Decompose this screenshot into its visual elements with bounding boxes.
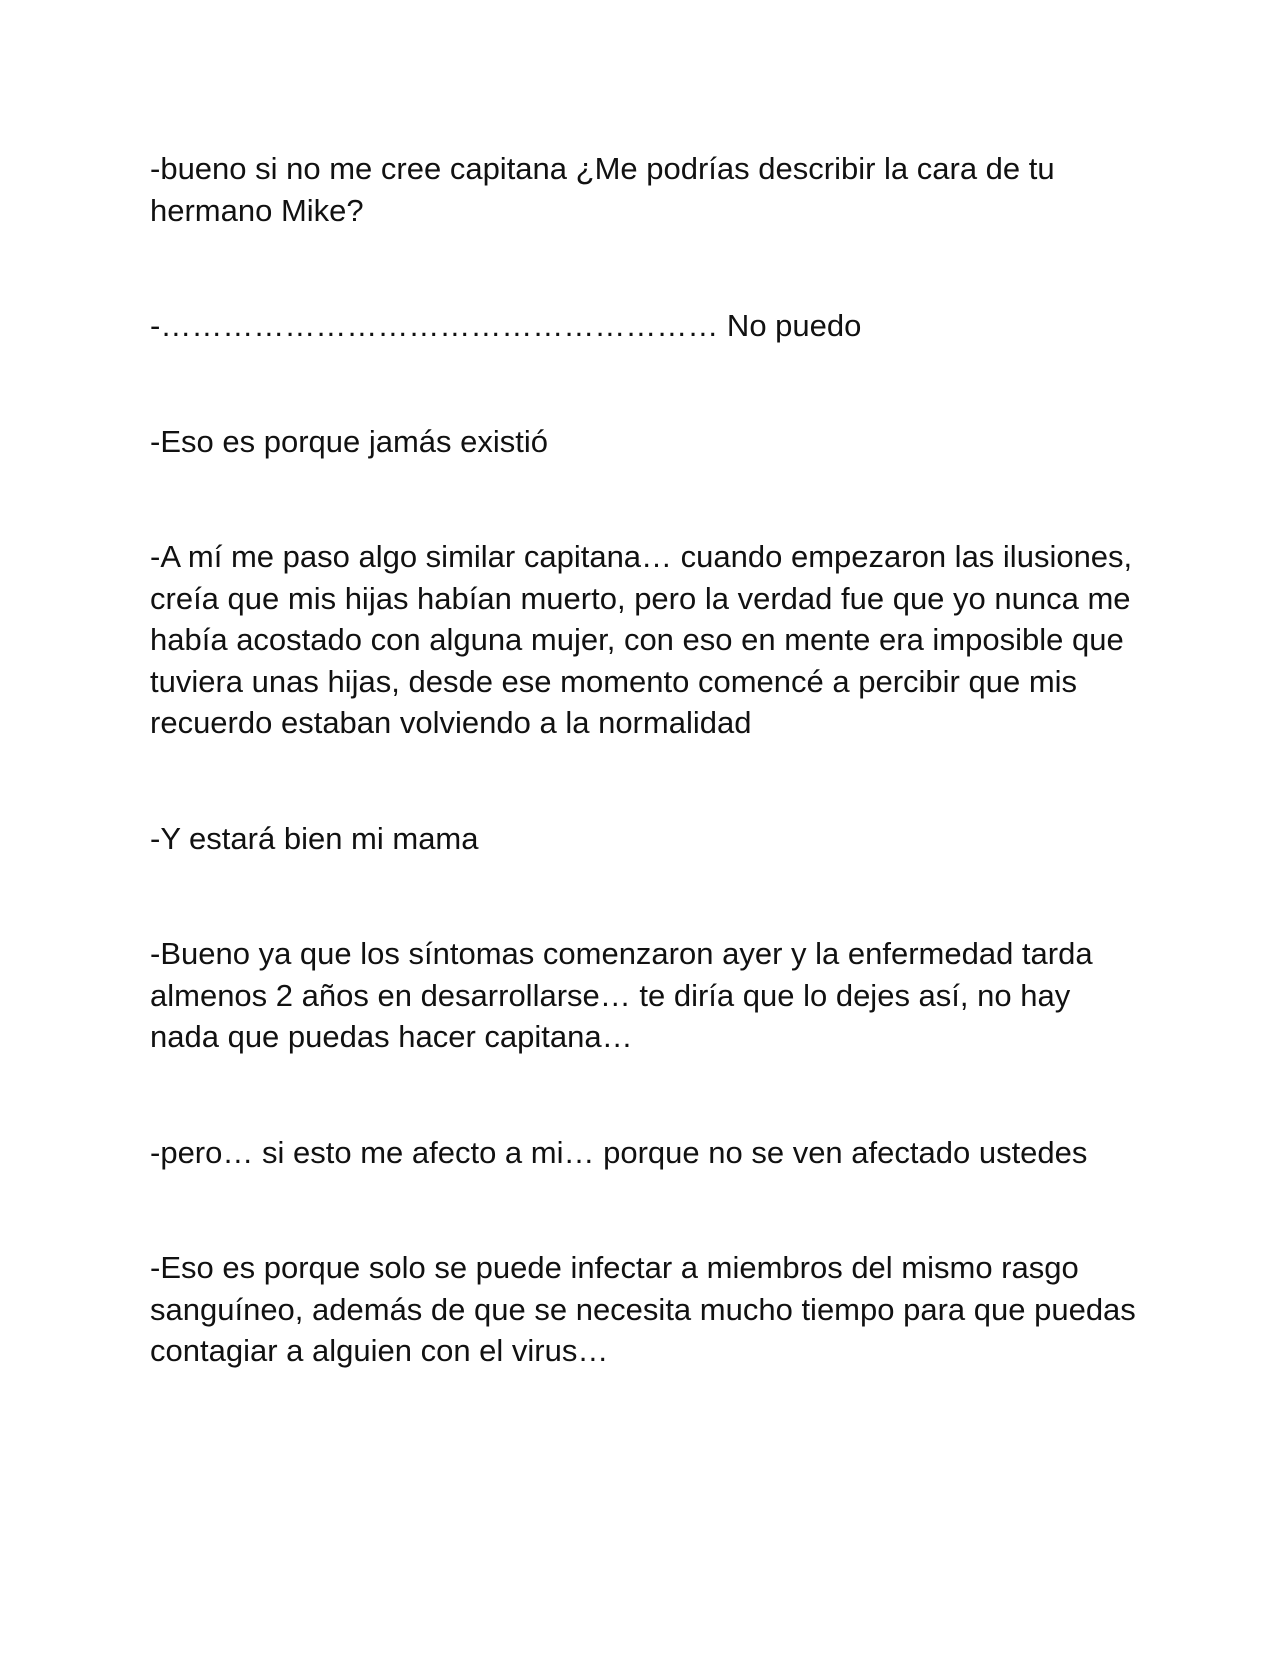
dialogue-paragraph: -bueno si no me cree capitana ¿Me podrías describir la cara de tu hermano Mike?	[150, 151, 1055, 228]
dialogue-paragraph: -Bueno ya que los síntomas comenzaron ayer y la enfermedad tarda almenos 2 años en desarrollarse… te diría que lo dejes así, no hay nada que puedas hacer capitana…	[150, 936, 1093, 1054]
dialogue-paragraph: -Eso es porque solo se puede infectar a miembros del mismo rasgo sanguíneo, además de que se necesita mucho tiempo para que puedas contagiar a alguien con el virus…	[150, 1250, 1136, 1368]
dialogue-paragraph: -Eso es porque jamás existió	[150, 423, 549, 459]
dialogue-paragraph: -Y estará bien mi mama	[150, 820, 479, 856]
dialogue-paragraph: -A mí me paso algo similar capitana… cuando empezaron las ilusiones, creía que mis hijas habían muerto, pero la verdad fue que yo nunca me había acostado con alguna mujer, con eso en mente era imposible que tuviera unas hijas, desde ese momento comencé a percibir que mis recuerdo estaban volviendo a la normalidad	[150, 539, 1133, 740]
document-body	[150, 148, 1140, 1372]
dialogue-paragraph: -……………………………………………… No puedo	[150, 308, 862, 343]
dialogue-paragraph: -pero… si esto me afecto a mi… porque no se ven afectado ustedes	[150, 1134, 1088, 1170]
